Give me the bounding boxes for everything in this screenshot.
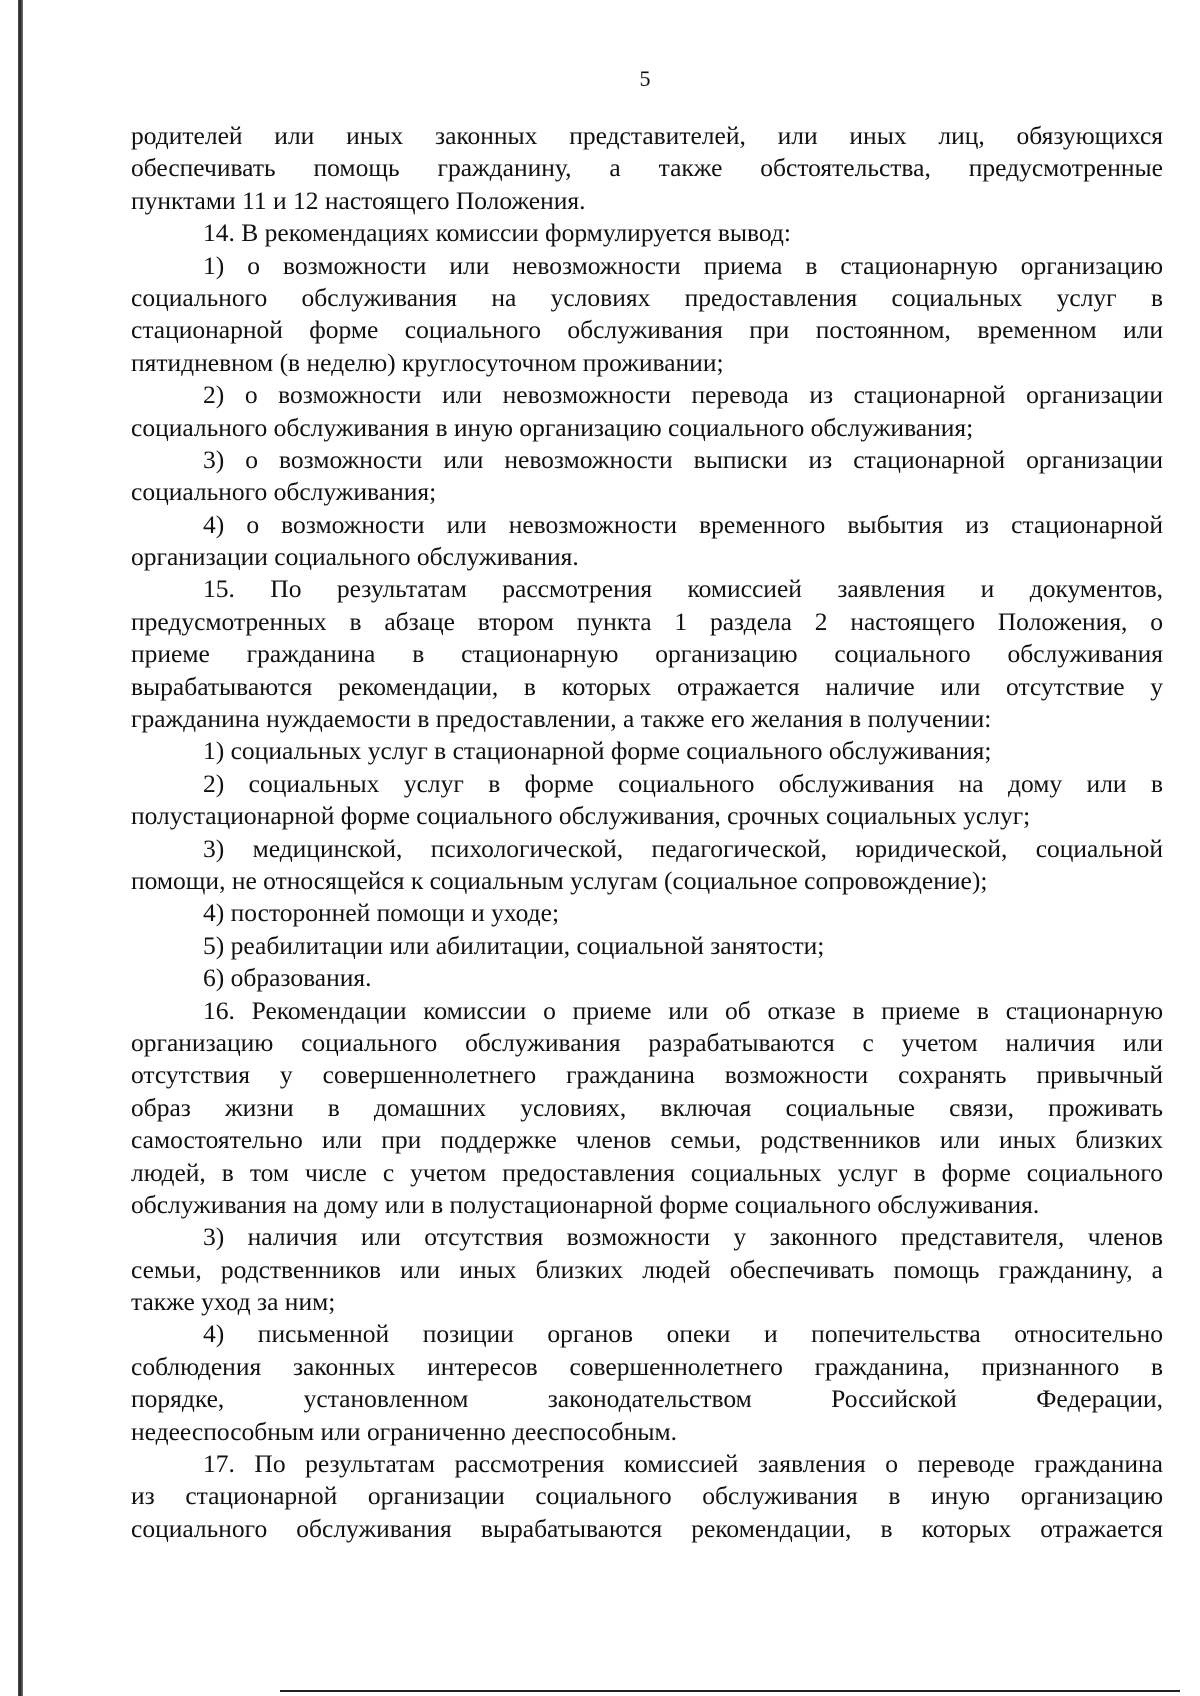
text-line: социального обслуживания вырабатываются рекомендации, в которых отражается: [131, 1513, 1163, 1543]
text-line: образ жизни в домашних условиях, включая социальные связи, проживать: [131, 1092, 1163, 1122]
page-number: 5: [639, 66, 651, 91]
text-line: гражданина нуждаемости в предоставлении, а также его желания в получении:: [131, 704, 992, 734]
text-line: 16. Рекомендации комиссии о приеме или об отказе в приеме в стационарную: [203, 995, 1163, 1025]
text-line: пятидневном (в неделю) круглосуточном проживании;: [131, 347, 724, 377]
text-line: отсутствия у совершеннолетнего гражданина возможности сохранять привычный: [131, 1060, 1163, 1090]
text-line: 2) о возможности или невозможности перевода из стационарной организации: [203, 380, 1163, 410]
text-line: 4) посторонней помощи и уходе;: [203, 898, 560, 928]
text-line: недееспособным или ограниченно дееспособным.: [131, 1416, 678, 1446]
text-line: 3) медицинской, психологической, педагогической, юридической, социальной: [203, 833, 1163, 863]
text-line: из стационарной организации социального обслуживания в иную организацию: [131, 1481, 1163, 1511]
text-line: организации социального обслуживания.: [131, 542, 579, 572]
text-line: пунктами 11 и 12 настоящего Положения.: [131, 185, 586, 215]
text-line: 17. По результатам рассмотрения комиссией заявления о переводе гражданина: [203, 1449, 1163, 1479]
text-line: людей, в том числе с учетом предоставления социальных услуг в форме социального: [131, 1157, 1163, 1187]
text-line: обслуживания на дому или в полустационарной форме социального обслуживания.: [131, 1189, 1040, 1219]
text-line: 4) письменной позиции органов опеки и попечительства относительно: [203, 1319, 1163, 1349]
text-line: также уход за ним;: [131, 1287, 336, 1317]
text-line: социального обслуживания;: [131, 477, 437, 507]
text-line: полустационарной форме социального обслуживания, срочных социальных услуг;: [131, 801, 1031, 831]
text-line: 15. По результатам рассмотрения комиссией заявления и документов,: [203, 574, 1163, 604]
text-line: 2) социальных услуг в форме социального обслуживания на дому или в: [203, 768, 1163, 798]
text-line: организацию социального обслуживания разрабатываются с учетом наличия или: [131, 1027, 1163, 1057]
body-text: [131, 120, 1163, 1545]
text-line: родителей или иных законных представителей, или иных лиц, обязующихся: [131, 121, 1163, 150]
text-line: 1) социальных услуг в стационарной форме социального обслуживания;: [203, 736, 992, 766]
text-line: 1) о возможности или невозможности приема в стационарную организацию: [203, 250, 1163, 280]
scan-bottom-edge: [280, 1690, 1180, 1692]
text-line: 14. В рекомендациях комиссии формулируется вывод:: [203, 218, 791, 248]
text-line: социального обслуживания в иную организацию социального обслуживания;: [131, 412, 974, 442]
text-line: помощи, не относящейся к социальным услугам (социальное сопровождение);: [131, 865, 988, 895]
text-line: семьи, родственников или иных близких людей обеспечивать помощь гражданину, а: [131, 1254, 1163, 1284]
text-line: 5) реабилитации или абилитации, социальной занятости;: [203, 930, 825, 960]
text-line: самостоятельно или при поддержке членов семьи, родственников или иных близких: [131, 1125, 1163, 1155]
text-line: вырабатываются рекомендации, в которых отражается наличие или отсутствие у: [131, 671, 1163, 701]
text-line: 3) наличия или отсутствия возможности у законного представителя, членов: [203, 1222, 1163, 1252]
text-line: социального обслуживания на условиях предоставления социальных услуг в: [131, 282, 1163, 312]
text-line: стационарной форме социального обслуживания при постоянном, временном или: [131, 315, 1163, 345]
scan-left-edge: [18, 0, 23, 1696]
text-line: соблюдения законных интересов совершеннолетнего гражданина, признанного в: [131, 1351, 1163, 1381]
text-line: 4) о возможности или невозможности временного выбытия из стационарной: [203, 509, 1163, 539]
text-line: порядке, установленном законодательством Российской Федерации,: [131, 1384, 1163, 1414]
text-line: 6) образования.: [203, 963, 372, 993]
text-line: обеспечивать помощь гражданину, а также обстоятельства, предусмотренные: [131, 153, 1163, 183]
text-line: 3) о возможности или невозможности выписки из стационарной организации: [203, 444, 1163, 474]
text-line: предусмотренных в абзаце втором пункта 1 раздела 2 настоящего Положения, о: [131, 606, 1163, 636]
text-line: приеме гражданина в стационарную организацию социального обслуживания: [131, 639, 1163, 669]
